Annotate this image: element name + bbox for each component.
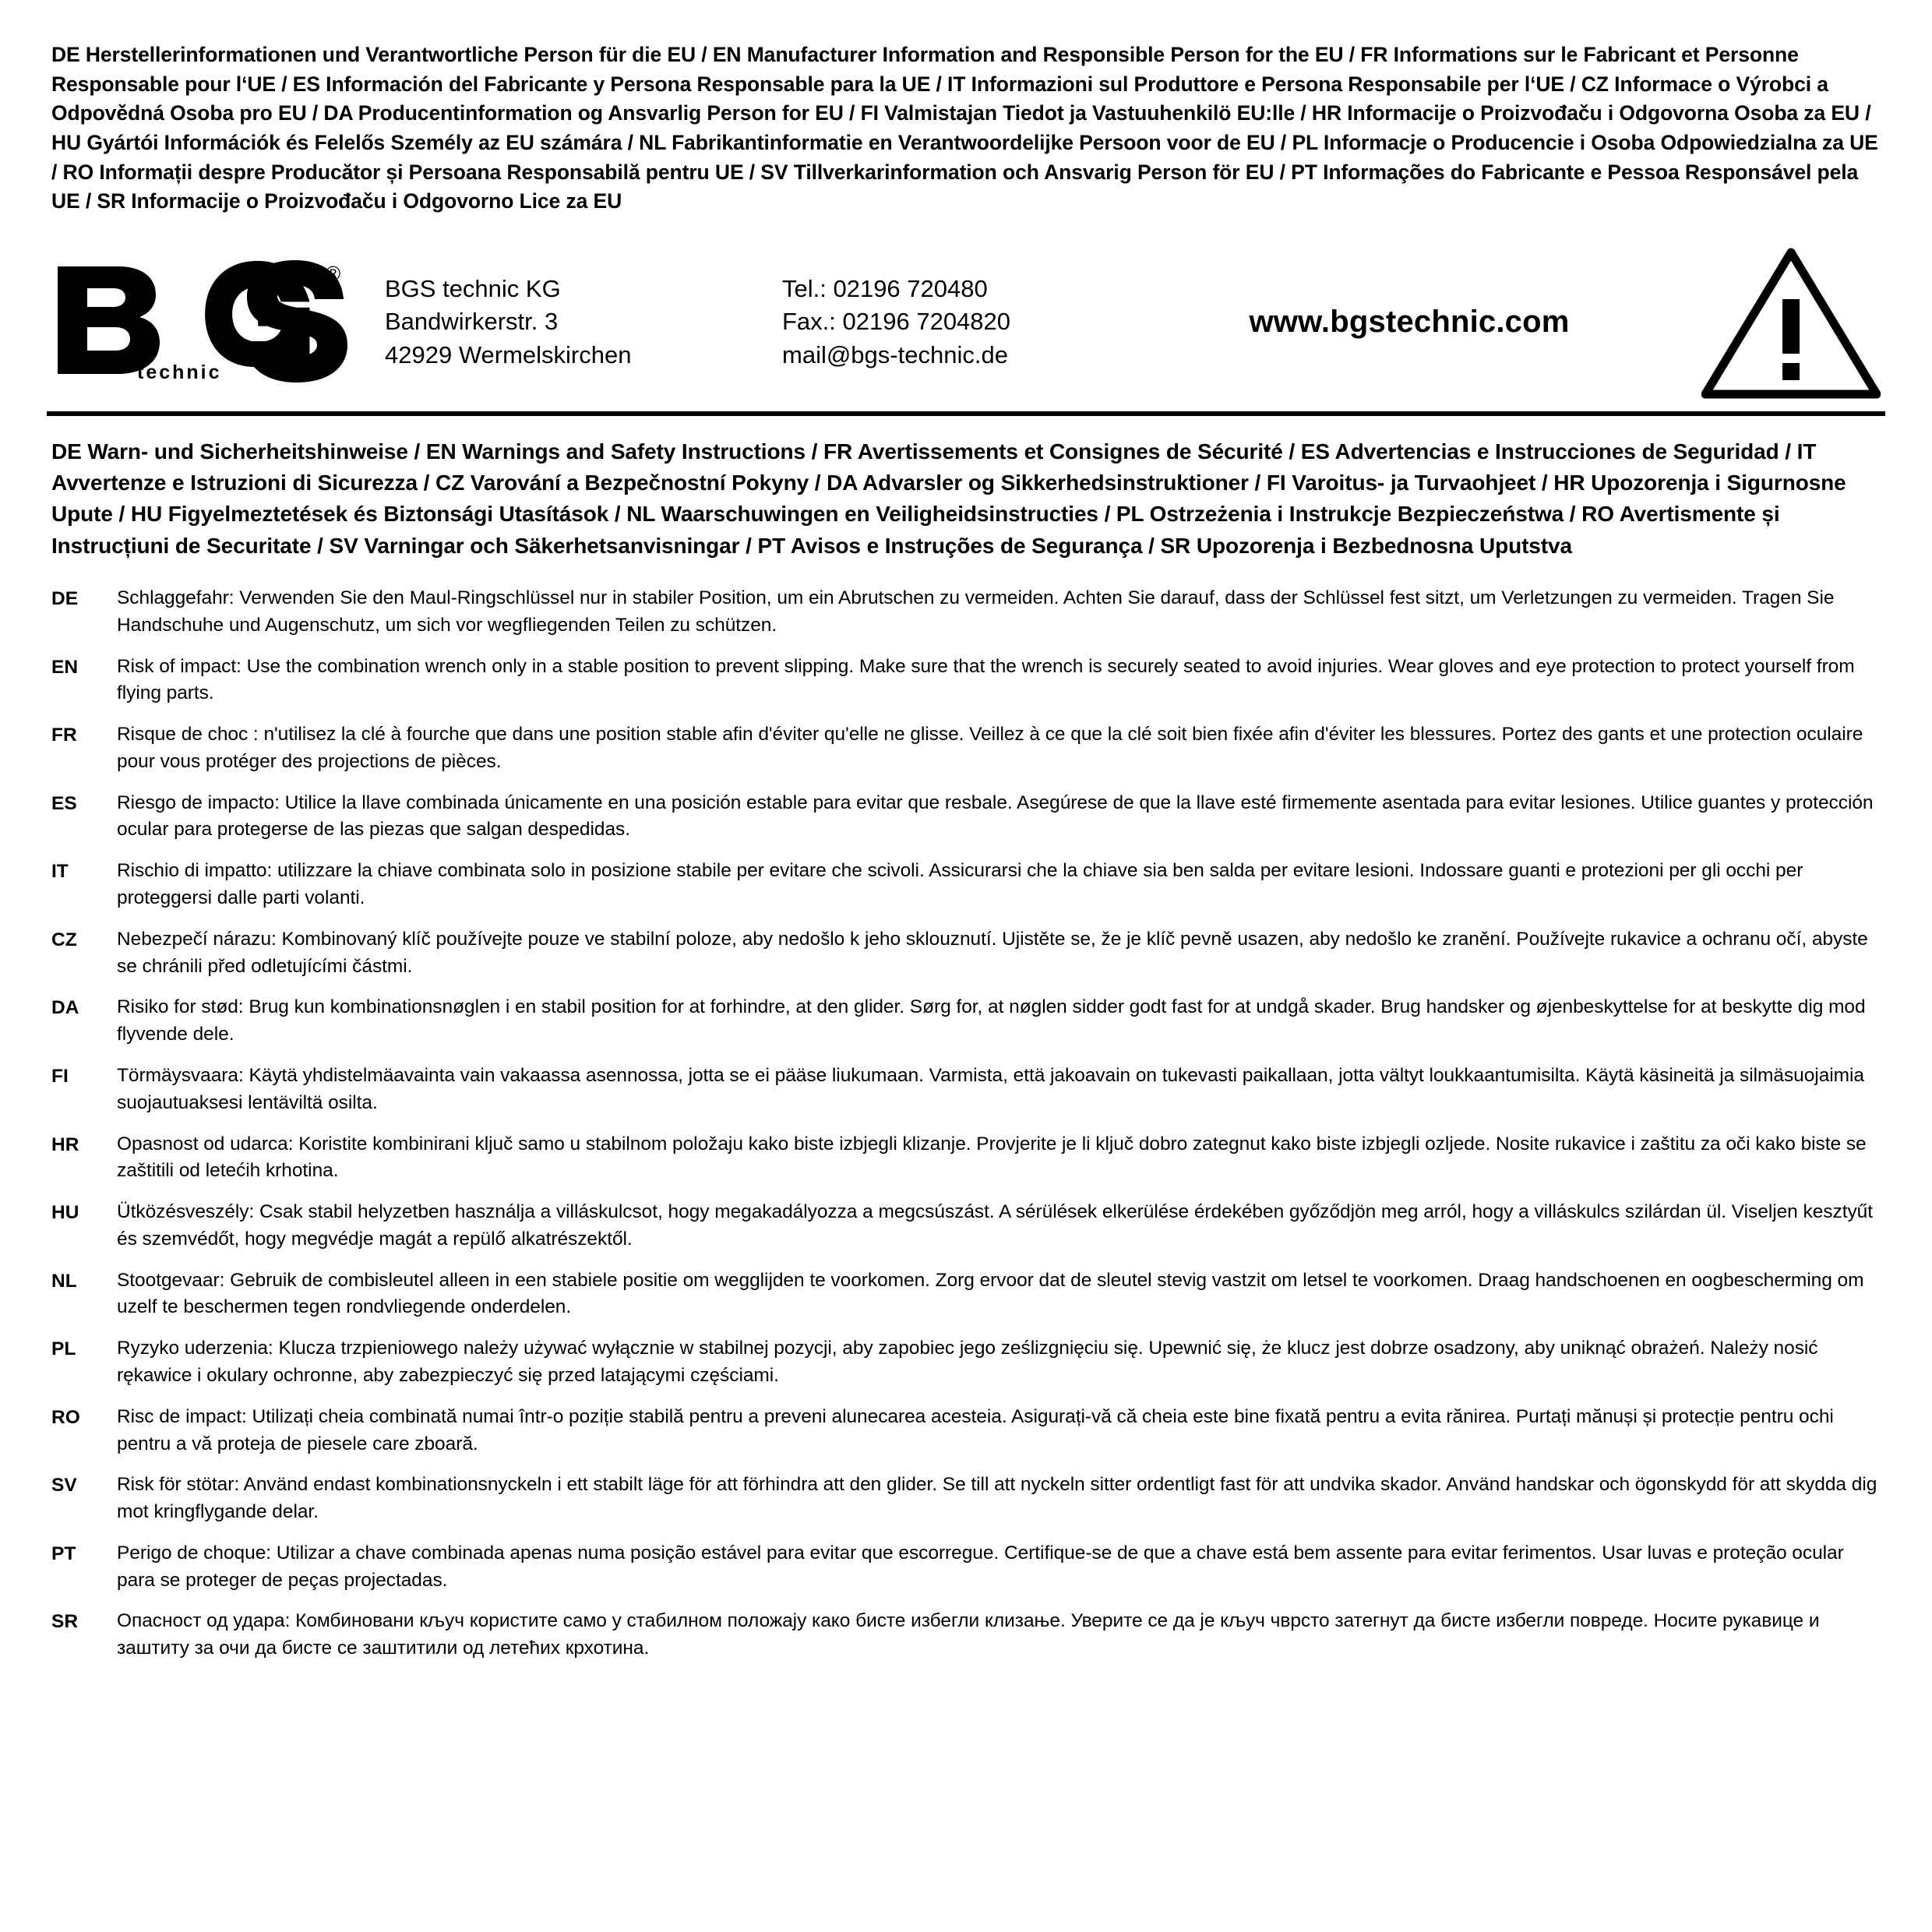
company-street: Bandwirkerstr. 3: [385, 308, 559, 336]
company-address: [379, 273, 782, 372]
warning-row-pl: [51, 1335, 1881, 1390]
warning-text: Stootgevaar: Gebruik de combisleutel alleen in een stabiele positie om wegglijden te voorkomen. Zorg ervoor dat de sleutel stevig vastzit om letsel te voorkomen. Draag handschoenen en oogbescherming om uzelf te beschermen tegen rondvliegende onderdelen.: [117, 1269, 1864, 1318]
bgs-logo: [51, 260, 379, 385]
warning-list: [47, 585, 1885, 1662]
warning-text: Risk of impact: Use the combination wrench only in a stable position to prevent slipping. Make sure that the wrench is securely seated to avoid injuries. Wear gloves and eye protection to protect yourself from flying parts.: [117, 655, 1855, 704]
warnings-heading: DE Warn- und Sicherheitshinweise / EN Warnings and Safety Instructions / FR Avertissements et Consignes de Sécurité / ES Advertencias e Instrucciones de Seguridad / IT Avvertenze e Istruzioni di Sicurezza / CZ Varování a Bezpečnostní Pokyny / DA Advarsler og Sikkerhedsinstruktioner / FI Varoitus- ja Turvaohjeet / HR Upozorenja i Sigurnosne Upute / HU Figyelmeztetések és Biztonsági Utasítások / NL Waarschuwingen en Veiligheidsinstructies / PL Ostrzeżenia i Instrukcje Bezpieczeństwa / RO Avertismente și Instrucțiuni de Securitate / SV Varningar och Säkerhetsanvisningar / PT Avisos e Instruções de Segurança / SR Upozorenja i Bezbednosna Uputstva: [51, 439, 1846, 558]
warning-text: Rischio di impatto: utilizzare la chiave combinata solo in posizione stabile per evitare che scivoli. Assicurarsi che la chiave sia ben salda per evitare lesioni. Indossare guanti e protezioni per gli occhi per proteggersi dalle parti volanti.: [117, 860, 1803, 909]
logo-subtext: technic: [137, 361, 222, 383]
warning-row-da: [51, 994, 1881, 1049]
warning-text: Risiko for stød: Brug kun kombinationsnøglen i en stabil position for at forhindre, at den glider. Sørg for, at nøglen sidder godt fast for at undgå skader. Brug handsker og øjenbeskyttelse for at beskytte dig mod flyvende dele.: [117, 996, 1866, 1045]
language-code: HU: [51, 1202, 79, 1224]
language-code: IT: [51, 861, 69, 883]
warning-text: Ryzyko uderzenia: Klucza trzpieniowego należy używać wyłącznie w stabilnej pozycji, aby zapobiec jego ześlizgnięciu się. Upewnić się, że klucz jest dobrze osadzony, aby uniknąć obrażeń. Należy nosić rękawice i okulary ochronne, aby zabezpieczyć się przed latającymi częściami.: [117, 1338, 1818, 1386]
company-contact: [782, 273, 1148, 372]
language-code: NL: [51, 1270, 77, 1292]
language-code: SR: [51, 1611, 79, 1633]
manufacturer-info-heading: DE Herstellerinformationen und Verantwortliche Person für die EU / EN Manufacturer Information and Responsible Person for the EU / FR Informations sur le Fabricant et Personne Responsable pour l‘UE / ES Información del Fabricante y Persona Responsable para la UE / IT Informazioni sul Produttore e Persona Responsabile per l‘UE / CZ Informace o Výrobci a Odpovědná Osoba pro EU / DA Producentinformation og Ansvarlig Person for EU / FI Valmistajan Tiedot ja Vastuuhenkilö EU:lle / HR Informacije o Proizvođaču i Odgovorna Osoba za EU / HU Gyártói Információk és Felelős Személy az EU számára / NL Fabrikantinformatie en Verantwoordelijke Persoon voor de EU / PL Informacje o Producencie i Osoba Odpowiedzialna za UE / RO Informații despre Producător și Persoana Responsabilă pentru UE / SV Tillverkarinformation och Ansvarig Person för EU / PT Informações do Fabricante e Pessoa Responsável pela UE / SR Informacije o Proizvođaču i Odgovorno Lice za EU: [51, 43, 1878, 213]
company-fax: Fax.: 02196 7204820: [782, 308, 1011, 336]
bgs-logo-icon: [51, 260, 363, 385]
warning-text: Riesgo de impacto: Utilice la llave combinada únicamente en una posición estable para evitar que resbale. Asegúrese de que la llave esté firmemente asentada para evitar lesiones. Utilice guantes y protección ocular para protegerse de las piezas que salgan despedidas.: [117, 791, 1874, 841]
warning-row-nl: [51, 1267, 1881, 1322]
warning-row-hr: [51, 1131, 1881, 1186]
language-code: HR: [51, 1133, 79, 1155]
warning-text: Nebezpečí nárazu: Kombinovaný klíč používejte pouze ve stabilní poloze, aby nedošlo k jeho sklouznutí. Ujistěte se, že je klíč pevně usazen, aby nedošlo ke zranění. Používejte rukavice a ochranu očí, abyste se chránili před odletujícími částmi.: [117, 928, 1868, 977]
language-code: FR: [51, 724, 77, 746]
warning-row-fr: [51, 721, 1881, 776]
language-code: CZ: [51, 929, 77, 950]
warning-row-sv: [51, 1472, 1881, 1526]
company-website: www.bgstechnic.com: [1249, 305, 1570, 340]
language-code: EN: [51, 656, 79, 678]
warning-row-sr: [51, 1608, 1881, 1662]
language-code: FI: [51, 1065, 69, 1087]
warning-row-fi: [51, 1063, 1881, 1117]
company-email: mail@bgs-technic.de: [782, 341, 1008, 369]
warning-text: Risc de impact: Utilizați cheia combinată numai într-o poziție stabilă pentru a preveni alunecarea acesteia. Asigurați-vă că cheia este bine fixată pentru a evita rănirea. Purtați mănuși și protecție pentru ochi pentru a vă proteja de piesele care zboară.: [117, 1405, 1834, 1454]
warning-row-ro: [51, 1404, 1881, 1458]
registered-mark: ®: [326, 261, 341, 285]
warning-row-es: [51, 790, 1881, 844]
company-name: BGS technic KG: [385, 274, 561, 302]
language-code: PL: [51, 1338, 76, 1360]
warning-row-pt: [51, 1540, 1881, 1595]
warning-text: Ütközésveszély: Csak stabil helyzetben használja a villáskulcsot, hogy megakadályozza a megcsúszást. A sérülések elkerülése érdekében győződjön meg arról, hogy a villáskulcs szilárdan ül. Viseljen kesztyűt és szemvédőt, hogy megvédje magát a repülő alkatrészektől.: [117, 1201, 1873, 1250]
warning-text: Opasnost od udarca: Koristite kombinirani ključ samo u stabilnom položaju kako biste izbjegli klizanje. Provjerite je li ključ dobro zategnut kako biste izbjegli ozljede. Nosite rukavice i zaštitu za oči kako biste se zaštitili od letećih krhotina.: [117, 1133, 1867, 1182]
language-code: SV: [51, 1475, 77, 1497]
language-code: RO: [51, 1406, 80, 1428]
warning-row-hu: [51, 1199, 1881, 1253]
warning-text: Schlaggefahr: Verwenden Sie den Maul-Ringschlüssel nur in stabiler Position, um ein Abrutschen zu vermeiden. Achten Sie darauf, dass der Schlüssel fest sitzt, um Verletzungen zu vermeiden. Tragen Sie Handschuhe und Augenschutz, um sich vor wegfliegenden Teilen zu schützen.: [117, 587, 1835, 636]
company-tel: Tel.: 02196 720480: [782, 274, 988, 302]
warning-triangle: [1686, 245, 1881, 400]
company-city: 42929 Wermelskirchen: [385, 341, 632, 369]
language-code: DE: [51, 588, 79, 609]
warning-row-cz: [51, 926, 1881, 981]
warning-triangle-icon: [1701, 245, 1881, 400]
language-code: ES: [51, 792, 77, 814]
language-code: PT: [51, 1542, 76, 1564]
warning-text: Risk för stötar: Använd endast kombinationsnyckeln i ett stabilt läge för att förhindra att den glider. Se till att nyckeln sitter ordentligt fast för att undvika skador. Använd handskar och ögonskydd för att skydda dig mot kringflygande delar.: [117, 1474, 1877, 1523]
warning-text: Опасност од удара: Комбиновани кључ користите само у стабилном положају како бисте избегли клизање. Уверите се да је кључ чврсто затегнут да бисте избегли повреде. Носите рукавице и заштиту за очи да бисте се заштитили од летећих крхотина.: [117, 1610, 1820, 1659]
language-code: DA: [51, 997, 79, 1019]
warning-row-de: [51, 585, 1881, 640]
warning-row-en: [51, 654, 1881, 708]
warning-text: Risque de choc : n'utilisez la clé à fourche que dans une position stable afin d'éviter qu'elle ne glisse. Veillez à ce que la clé soit bien fixée afin d'éviter les blessures. Portez des gants et une protection oculaire pour vous protéger des projections de pièces.: [117, 724, 1863, 772]
warning-row-it: [51, 858, 1881, 912]
warning-text: Törmäysvaara: Käytä yhdistelmäavainta vain vakaassa asennossa, jotta se ei pääse liukumaan. Varmista, että jakoavain on tukevasti paikallaan, jotta vältyt loukkaantumisilta. Käytä käsineitä ja silmäsuojaimia suojautuaksesi lentäviltä osilta.: [117, 1064, 1864, 1113]
company-contact-band: [47, 237, 1885, 416]
warning-text: Perigo de choque: Utilizar a chave combinada apenas numa posição estável para evitar que escorregue. Certifique-se de que a chave está bem assente para evitar ferimentos. Usar luvas e proteção ocular para se proteger de peças projectadas.: [117, 1542, 1844, 1591]
